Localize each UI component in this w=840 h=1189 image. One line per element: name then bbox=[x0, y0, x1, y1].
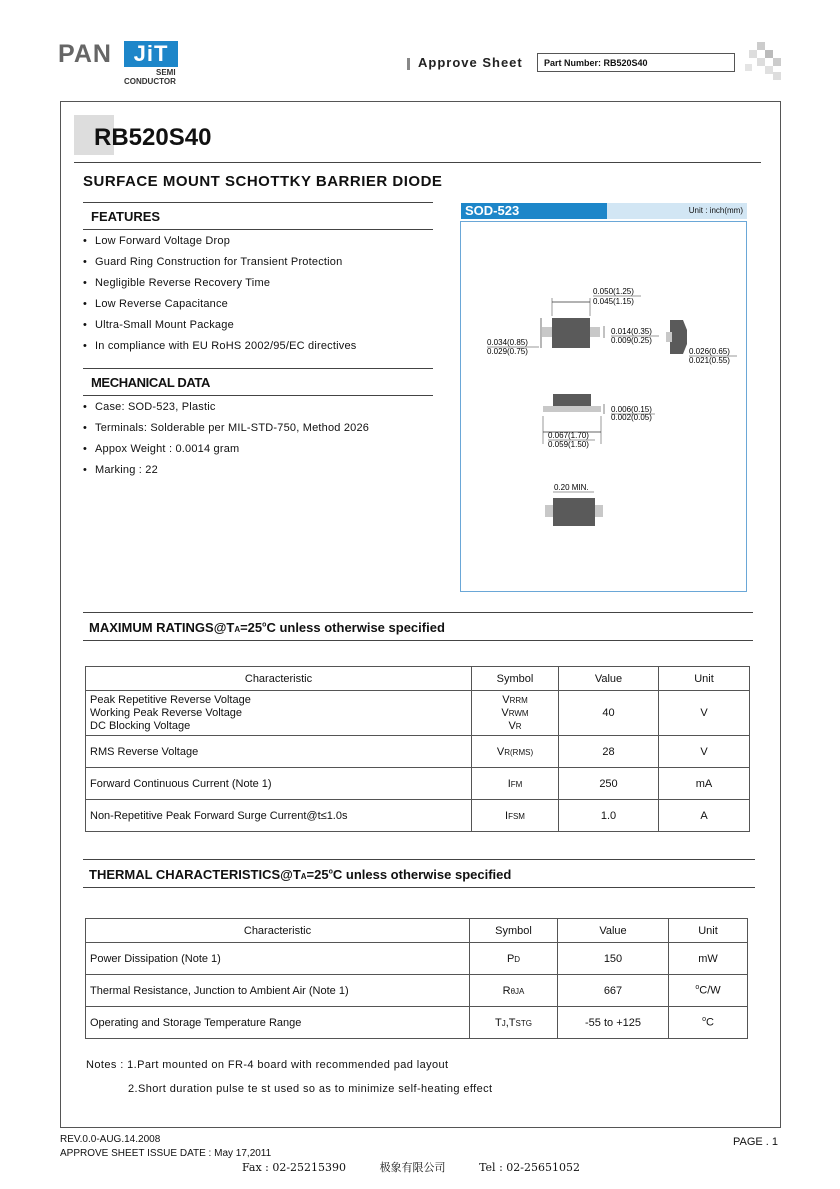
dim-label: 0.009(0.25) bbox=[611, 336, 652, 345]
package-body-bottom bbox=[553, 498, 595, 526]
column-header: Symbol bbox=[470, 919, 558, 943]
column-header: Characteristic bbox=[86, 667, 472, 691]
column-header: Characteristic bbox=[86, 919, 470, 943]
dim-label: 0.20 MIN. bbox=[554, 483, 589, 492]
issue-date-label: APPROVE SHEET ISSUE DATE : May 17,2011 bbox=[60, 1148, 272, 1159]
unit-cell: A bbox=[659, 800, 750, 832]
mechanical-top-rule bbox=[83, 368, 433, 369]
unit-cell: V bbox=[659, 691, 750, 736]
package-drawing-panel bbox=[460, 221, 747, 592]
column-header: Unit bbox=[659, 667, 750, 691]
tel-number: Tel : 02-25651052 bbox=[479, 1161, 580, 1174]
dim-label: 0.026(0.65) bbox=[689, 347, 730, 356]
note-1: Notes : 1.Part mounted on FR-4 board with recommended pad layout bbox=[86, 1059, 449, 1071]
package-lead-side bbox=[666, 332, 672, 342]
unit-cell: V bbox=[659, 736, 750, 768]
dim-label: 0.050(1.25) bbox=[593, 287, 634, 296]
page-number: PAGE . 1 bbox=[733, 1136, 779, 1148]
dim-label: 0.014(0.35) bbox=[611, 327, 652, 336]
value-cell: -55 to +125 bbox=[558, 1007, 669, 1039]
logo-line1: SEMI bbox=[156, 68, 176, 77]
dim-label: 0.021(0.55) bbox=[689, 356, 730, 365]
page-subtitle: SURFACE MOUNT SCHOTTKY BARRIER DIODE bbox=[83, 173, 443, 190]
logo-main-text: PAN bbox=[58, 40, 112, 68]
value-cell: 667 bbox=[558, 975, 669, 1007]
feature-item: • Negligible Reverse Recovery Time bbox=[83, 277, 271, 289]
feature-item: • Low Reverse Capacitance bbox=[83, 298, 229, 310]
characteristic-cell: Non-Repetitive Peak Forward Surge Current@t≤1.0s bbox=[86, 800, 472, 832]
package-leads-front bbox=[543, 406, 601, 412]
mechanical-heading: MECHANICAL DATA bbox=[91, 375, 210, 390]
unit-cell: mW bbox=[669, 943, 748, 975]
page-title: RB520S40 bbox=[94, 124, 212, 151]
feature-item: • Low Forward Voltage Drop bbox=[83, 235, 231, 247]
package-body-top bbox=[552, 318, 590, 348]
table-row bbox=[86, 1007, 748, 1039]
dim-label: 0.002(0.05) bbox=[611, 413, 652, 422]
mechanical-item: • Appox Weight : 0.0014 gram bbox=[83, 443, 240, 455]
table-row bbox=[86, 768, 750, 800]
column-header: Symbol bbox=[472, 667, 559, 691]
unit-cell: $^o$C/W bbox=[669, 975, 748, 1007]
value-cell: 250 bbox=[559, 768, 659, 800]
characteristic-cell: Forward Continuous Current (Note 1) bbox=[86, 768, 472, 800]
panjit-logo bbox=[58, 38, 198, 88]
symbol-cell: PD bbox=[470, 943, 558, 975]
package-name-header: SOD-523 bbox=[461, 203, 607, 219]
part-number-box: Part Number: RB520S40 bbox=[537, 53, 735, 72]
value-cell: 28 bbox=[559, 736, 659, 768]
features-heading: FEATURES bbox=[91, 209, 161, 224]
symbol-cell: RθJA bbox=[470, 975, 558, 1007]
symbol-cell: TJ,TSTG bbox=[470, 1007, 558, 1039]
logo-accent-text: JiT bbox=[124, 41, 178, 67]
max-ratings-table bbox=[85, 666, 750, 832]
characteristic-cell: Power Dissipation (Note 1) bbox=[86, 943, 470, 975]
dim-label: 0.059(1.50) bbox=[548, 440, 589, 449]
revision-label: REV.0.0-AUG.14.2008 bbox=[60, 1134, 161, 1145]
decorative-squares-icon bbox=[745, 42, 781, 80]
company-name: 极象有限公司 bbox=[379, 1161, 446, 1174]
note-2: 2.Short duration pulse te st used so as to minimize self-heating effect bbox=[128, 1083, 493, 1095]
table-row bbox=[86, 736, 750, 768]
max-ratings-bottom-rule bbox=[83, 640, 753, 641]
table-header-row bbox=[86, 667, 750, 691]
package-lead-right bbox=[590, 327, 600, 337]
table-row bbox=[86, 691, 750, 736]
value-cell: 150 bbox=[558, 943, 669, 975]
dim-label: 0.029(0.75) bbox=[487, 347, 528, 356]
unit-cell: mA bbox=[659, 768, 750, 800]
mechanical-item: • Terminals: Solderable per MIL-STD-750, Method 2026 bbox=[83, 422, 370, 434]
table-row bbox=[86, 975, 748, 1007]
characteristic-cell: Peak Repetitive Reverse Voltage Working Peak Reverse Voltage DC Blocking Voltage bbox=[86, 691, 472, 736]
feature-item: • In compliance with EU RoHS 2002/95/EC directives bbox=[83, 340, 357, 352]
title-divider bbox=[74, 162, 761, 163]
table-row bbox=[86, 943, 748, 975]
dim-label: 0.067(1.70) bbox=[548, 431, 589, 440]
approve-sheet-label: Approve Sheet bbox=[418, 55, 523, 70]
thermal-top-rule bbox=[83, 859, 755, 860]
value-cell: 1.0 bbox=[559, 800, 659, 832]
value-cell: 40 bbox=[559, 691, 659, 736]
column-header: Value bbox=[559, 667, 659, 691]
table-row bbox=[86, 800, 750, 832]
logo-line2: CONDUCTOR bbox=[124, 77, 176, 86]
dim-label: 0.034(0.85) bbox=[487, 338, 528, 347]
symbol-cell: IFM bbox=[472, 768, 559, 800]
package-lead-left bbox=[542, 327, 552, 337]
characteristic-cell: RMS Reverse Voltage bbox=[86, 736, 472, 768]
fax-line bbox=[242, 1159, 580, 1175]
dim-label: 0.006(0.15) bbox=[611, 405, 652, 414]
approve-marker bbox=[407, 58, 410, 70]
symbol-cell: VR(RMS) bbox=[472, 736, 559, 768]
column-header: Unit bbox=[669, 919, 748, 943]
symbol-cell: IFSM bbox=[472, 800, 559, 832]
package-dimension-drawing bbox=[461, 222, 746, 591]
package-body-side bbox=[670, 320, 687, 354]
fax-number: Fax : 02-25215390 bbox=[242, 1161, 347, 1174]
mechanical-item: • Case: SOD-523, Plastic bbox=[83, 401, 216, 413]
feature-item: • Guard Ring Construction for Transient Protection bbox=[83, 256, 343, 268]
characteristic-cell: Thermal Resistance, Junction to Ambient Air (Note 1) bbox=[86, 975, 470, 1007]
max-ratings-top-rule bbox=[83, 612, 753, 613]
characteristic-cell: Operating and Storage Temperature Range bbox=[86, 1007, 470, 1039]
thermal-bottom-rule bbox=[83, 887, 755, 888]
package-unit-label: Unit : inch(mm) bbox=[607, 203, 747, 219]
max-ratings-heading: MAXIMUM $RATINGS@TA=25^oC$ unless otherwise specified bbox=[89, 620, 445, 635]
mechanical-item: • Marking : 22 bbox=[83, 464, 158, 476]
unit-cell: $^o$C bbox=[669, 1007, 748, 1039]
package-body-front bbox=[553, 394, 591, 408]
table-header-row bbox=[86, 919, 748, 943]
features-top-rule bbox=[83, 202, 433, 203]
column-header: Value bbox=[558, 919, 669, 943]
symbol-cell: VRRM VRWM VR bbox=[472, 691, 559, 736]
mechanical-bottom-rule bbox=[83, 395, 433, 396]
thermal-heading: THERMAL $CHARACTERISTICS@TA=25^oC$ unless otherwise specified bbox=[89, 867, 512, 882]
thermal-table bbox=[85, 918, 748, 1039]
feature-item: • Ultra-Small Mount Package bbox=[83, 319, 234, 331]
dim-label: 0.045(1.15) bbox=[593, 297, 634, 306]
features-bottom-rule bbox=[83, 229, 433, 230]
